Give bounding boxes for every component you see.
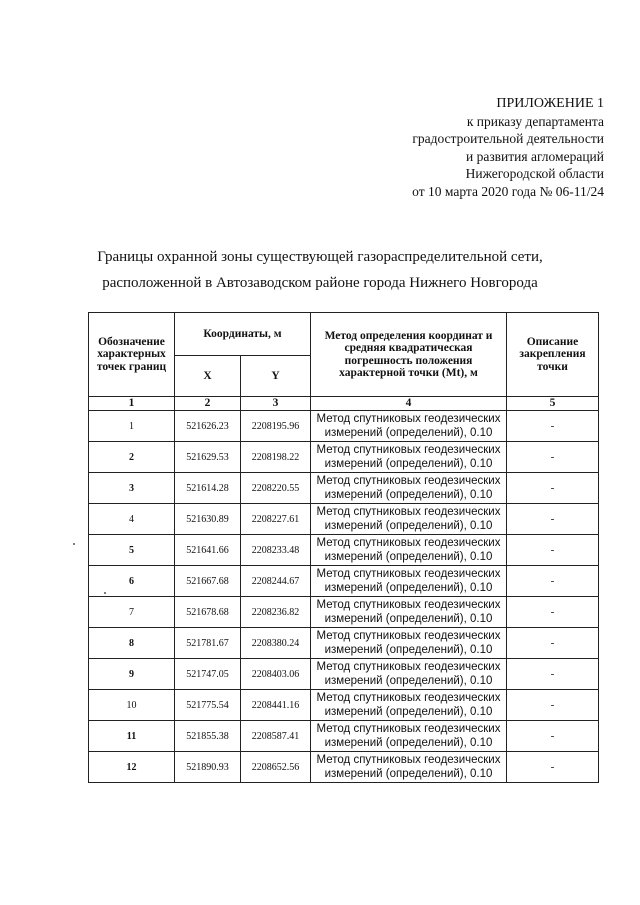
point-description: - xyxy=(507,411,599,442)
point-description: - xyxy=(507,535,599,566)
table-row xyxy=(89,442,599,473)
column-number: 4 xyxy=(311,397,507,411)
appendix-line: Нижегородской области xyxy=(465,166,604,182)
method-cell xyxy=(311,504,507,535)
coordinate-y: 2208236.82 xyxy=(241,597,311,628)
method-cell xyxy=(311,473,507,504)
document-title-line: Границы охранной зоны существующей газораспределительной сети, xyxy=(97,249,543,265)
method-cell xyxy=(311,442,507,473)
table-row xyxy=(89,659,599,690)
coordinate-y: 2208244.67 xyxy=(241,566,311,597)
column-number: 2 xyxy=(175,397,241,411)
point-number: 6 xyxy=(89,566,175,597)
point-number: 10 xyxy=(89,690,175,721)
method-cell xyxy=(311,535,507,566)
point-description: - xyxy=(507,659,599,690)
point-number: 3 xyxy=(89,473,175,504)
table-row xyxy=(89,566,599,597)
table-row xyxy=(89,690,599,721)
coordinate-x: 521667.68 xyxy=(175,566,241,597)
point-number: 1 xyxy=(89,411,175,442)
appendix-title: ПРИЛОЖЕНИЕ 1 xyxy=(496,96,604,111)
appendix-line: к приказу департамента xyxy=(466,113,604,129)
coordinates-table xyxy=(88,312,599,783)
scan-speck xyxy=(73,543,75,545)
point-description: - xyxy=(507,721,599,752)
coordinate-x: 521747.05 xyxy=(175,659,241,690)
method-text: Метод спутниковых геодезических xyxy=(316,630,501,642)
point-description: - xyxy=(507,473,599,504)
method-text: измерений (определений), 0.10 xyxy=(324,582,493,594)
point-number: 12 xyxy=(89,752,175,783)
appendix-header xyxy=(412,95,604,201)
point-description: - xyxy=(507,628,599,659)
coordinate-y: 2208652.56 xyxy=(241,752,311,783)
coordinate-x: 521890.93 xyxy=(175,752,241,783)
method-text: измерений (определений), 0.10 xyxy=(324,520,493,532)
point-number: 5 xyxy=(89,535,175,566)
coordinate-x: 521678.68 xyxy=(175,597,241,628)
point-description: - xyxy=(507,752,599,783)
method-text: Метод спутниковых геодезических xyxy=(316,413,501,425)
coordinate-y: 2208441.16 xyxy=(241,690,311,721)
method-text: измерений (определений), 0.10 xyxy=(324,768,493,780)
point-number: 2 xyxy=(89,442,175,473)
method-text: измерений (определений), 0.10 xyxy=(324,458,493,470)
coordinate-x: 521614.28 xyxy=(175,473,241,504)
method-text: измерений (определений), 0.10 xyxy=(324,706,493,718)
method-text: Метод спутниковых геодезических xyxy=(316,568,501,580)
point-number: 11 xyxy=(89,721,175,752)
header-y: Y xyxy=(241,356,311,397)
method-cell xyxy=(311,597,507,628)
table-row xyxy=(89,628,599,659)
appendix-line: и развития агломераций xyxy=(465,148,604,164)
column-number: 5 xyxy=(507,397,599,411)
point-description: - xyxy=(507,566,599,597)
method-cell xyxy=(311,690,507,721)
point-number: 9 xyxy=(89,659,175,690)
table-row xyxy=(89,752,599,783)
coordinate-x: 521630.89 xyxy=(175,504,241,535)
method-text: Метод спутниковых геодезических xyxy=(316,599,501,611)
header-coordinates: Координаты, м xyxy=(175,313,311,356)
point-description: - xyxy=(507,690,599,721)
method-cell xyxy=(311,411,507,442)
method-text: Метод спутниковых геодезических xyxy=(316,475,501,487)
method-text: Метод спутниковых геодезических xyxy=(316,692,501,704)
column-number: 1 xyxy=(89,397,175,411)
table-row xyxy=(89,535,599,566)
appendix-line: градостроительной деятельности xyxy=(412,131,604,147)
coordinate-y: 2208227.61 xyxy=(241,504,311,535)
method-text: Метод спутниковых геодезических xyxy=(316,723,501,735)
coordinate-x: 521626.23 xyxy=(175,411,241,442)
header-point: Обозначение характерных точек границ xyxy=(89,313,175,397)
point-number: 8 xyxy=(89,628,175,659)
method-cell xyxy=(311,659,507,690)
coordinate-y: 2208403.06 xyxy=(241,659,311,690)
coordinate-y: 2208233.48 xyxy=(241,535,311,566)
coordinate-x: 521775.54 xyxy=(175,690,241,721)
method-text: Метод спутниковых геодезических xyxy=(316,537,501,549)
method-text: измерений (определений), 0.10 xyxy=(324,644,493,656)
document-title xyxy=(0,244,640,296)
method-text: Метод спутниковых геодезических xyxy=(316,444,501,456)
header-method: Метод определения координат и средняя квадратическая погрешность положения характерной точки (Mt), м xyxy=(311,313,507,397)
method-text: измерений (определений), 0.10 xyxy=(324,613,493,625)
method-text: Метод спутниковых геодезических xyxy=(316,506,501,518)
coordinate-y: 2208195.96 xyxy=(241,411,311,442)
table-row xyxy=(89,504,599,535)
method-cell xyxy=(311,566,507,597)
coordinate-y: 2208220.55 xyxy=(241,473,311,504)
method-text: измерений (определений), 0.10 xyxy=(324,427,493,439)
coordinate-x: 521629.53 xyxy=(175,442,241,473)
point-description: - xyxy=(507,597,599,628)
header-x: X xyxy=(175,356,241,397)
coordinate-x: 521641.66 xyxy=(175,535,241,566)
method-text: измерений (определений), 0.10 xyxy=(324,675,493,687)
table-row xyxy=(89,721,599,752)
method-text: измерений (определений), 0.10 xyxy=(324,737,493,749)
coordinate-x: 521855.38 xyxy=(175,721,241,752)
document-title-line: расположенной в Автозаводском районе города Нижнего Новгорода xyxy=(102,275,538,291)
point-description: - xyxy=(507,442,599,473)
method-text: Метод спутниковых геодезических xyxy=(316,754,501,766)
coordinate-x: 521781.67 xyxy=(175,628,241,659)
column-number: 3 xyxy=(241,397,311,411)
method-cell xyxy=(311,752,507,783)
point-number: 7 xyxy=(89,597,175,628)
table-row xyxy=(89,473,599,504)
method-cell xyxy=(311,628,507,659)
coordinate-y: 2208198.22 xyxy=(241,442,311,473)
coordinate-y: 2208380.24 xyxy=(241,628,311,659)
appendix-line: от 10 марта 2020 года № 06-11/24 xyxy=(412,183,604,199)
point-description: - xyxy=(507,504,599,535)
method-cell xyxy=(311,721,507,752)
method-text: измерений (определений), 0.10 xyxy=(324,489,493,501)
point-number: 4 xyxy=(89,504,175,535)
method-text: Метод спутниковых геодезических xyxy=(316,661,501,673)
coordinate-y: 2208587.41 xyxy=(241,721,311,752)
table-row xyxy=(89,597,599,628)
method-text: измерений (определений), 0.10 xyxy=(324,551,493,563)
header-description: Описание закрепления точки xyxy=(507,313,599,397)
table-row xyxy=(89,411,599,442)
